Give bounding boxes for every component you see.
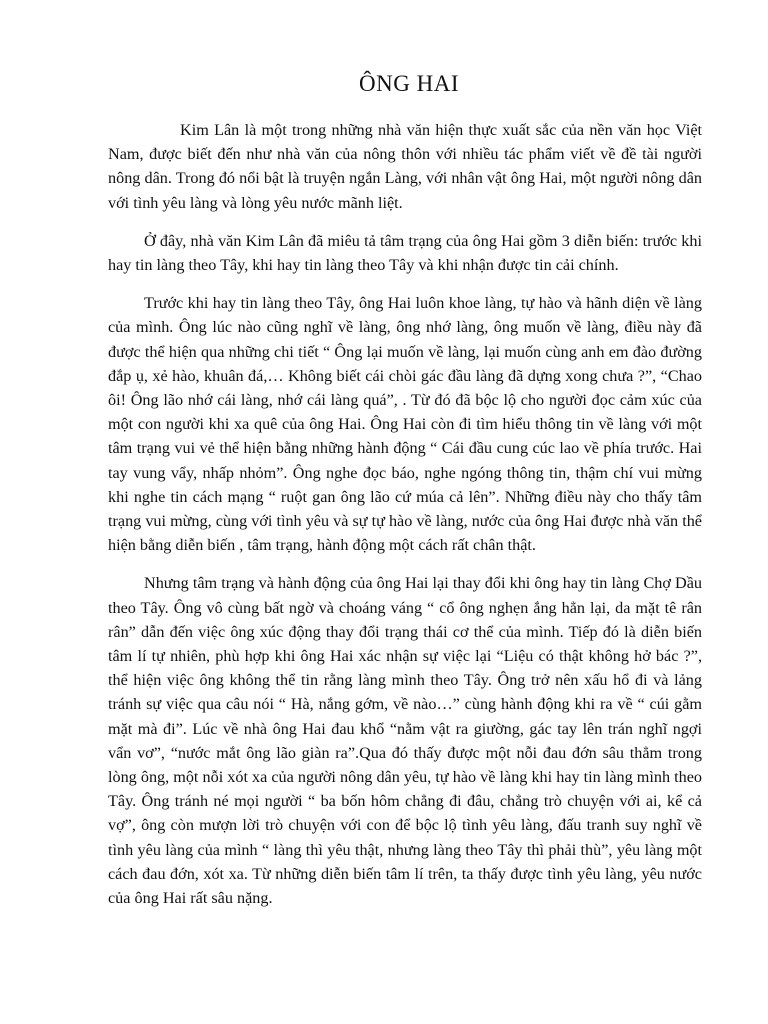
paragraph-overview: Ở đây, nhà văn Kim Lân đã miêu tả tâm trạng của ông Hai gồm 3 diễn biến: trước khi hay tin làng theo Tây, khi hay tin làng theo Tây và khi nhận được tin cải chính. <box>108 231 702 275</box>
paragraph-before-news: Trước khi hay tin làng theo Tây, ông Hai luôn khoe làng, tự hào và hãnh diện về làng của mình. Ông lúc nào cũng nghĩ về làng, ông nhớ làng, ông muốn về làng, điều này đã được thể hiện qua những chi tiết “ Ông lại muốn về làng, lại muốn cùng anh em đào đường đắp ụ, xẻ hào, khuân đá,… Không biết cái chòi gác đầu làng đã dựng xong chưa ?”, “Chao ôi! Ông lão nhớ cái làng, nhớ cái làng quá”, . Từ đó đã bộc lộ cho người đọc cảm xúc của một con người khi xa quê của ông Hai. Ông Hai còn đi tìm hiểu thông tin về làng với một tâm trạng vui vẻ thể hiện bằng những hành động “ Cái đầu cung cúc lao về phía trước. Hai tay vung vẩy, nhấp nhỏm”. Ông nghe đọc báo, nghe ngóng thông tin, thậm chí vui mừng khi nghe tin cách mạng “ ruột gan ông lão cứ múa cả lên”. Những điều này cho thấy tâm trạng vui mừng, cùng với tình yêu và sự tự hào về làng, nước của ông Hai được nhà văn thể hiện bằng diễn biến , tâm trạng, hành động một cách rất chân thật. <box>108 294 702 555</box>
paragraph-after-news: Nhưng tâm trạng và hành động của ông Hai lại thay đổi khi ông hay tin làng Chợ Dầu theo Tây. Ông vô cùng bất ngờ và choáng váng “ cổ ông nghẹn ắng hẳn lại, da mặt tê rân rân” dẫn đến việc ông xúc động thay đổi trạng thái cơ thể của mình. Tiếp đó là diễn biến tâm lí tự nhiên, phù hợp khi ông Hai xác nhận sự việc lại “Liệu có thật không hở bác ?”, thể hiện việc ông không thể tin rằng làng mình theo Tây. Ông trở nên xấu hổ đi và lảng tránh sự việc qua câu nói “ Hà, nắng gớm, về nào…” cùng hành động khi ra về “ cúi gằm mặt mà đi”. Lúc về nhà ông Hai đau khổ “nằm vật ra giường, gác tay lên trán nghĩ ngợi vẩn vơ”, “nước mắt ông lão giàn ra”.Qua đó thấy được một nỗi đau đớn sâu thẳm trong lòng ông, một nỗi xót xa của người nông dân yêu, tự hào về làng khi hay tin làng mình theo Tây. Ông tránh né mọi người “ ba bốn hôm chẳng đi đâu, chẳng trò chuyện với ai, kể cả vợ”, ông còn mượn lời trò chuyện với con để bộc lộ tình yêu làng, đấu tranh suy nghĩ về tình yêu làng của mình “ làng thì yêu thật, nhưng làng theo Tây thì phải thù”, yêu làng một cách đau đớn, xót xa. Từ những diễn biến tâm lí trên, ta thấy được tình yêu làng, yêu nước của ông Hai rất sâu nặng. <box>108 574 702 908</box>
document-title: ÔNG HAI <box>359 71 459 96</box>
paragraph-intro: Kim Lân là một trong những nhà văn hiện thực xuất sắc của nền văn học Việt Nam, được biết đến như nhà văn của nông thôn với nhiều tác phẩm viết về đề tài người nông dân. Trong đó nổi bật là truyện ngắn Làng, với nhân vật ông Hai, một người nông dân với tình yêu làng và lòng yêu nước mãnh liệt. <box>108 121 702 212</box>
